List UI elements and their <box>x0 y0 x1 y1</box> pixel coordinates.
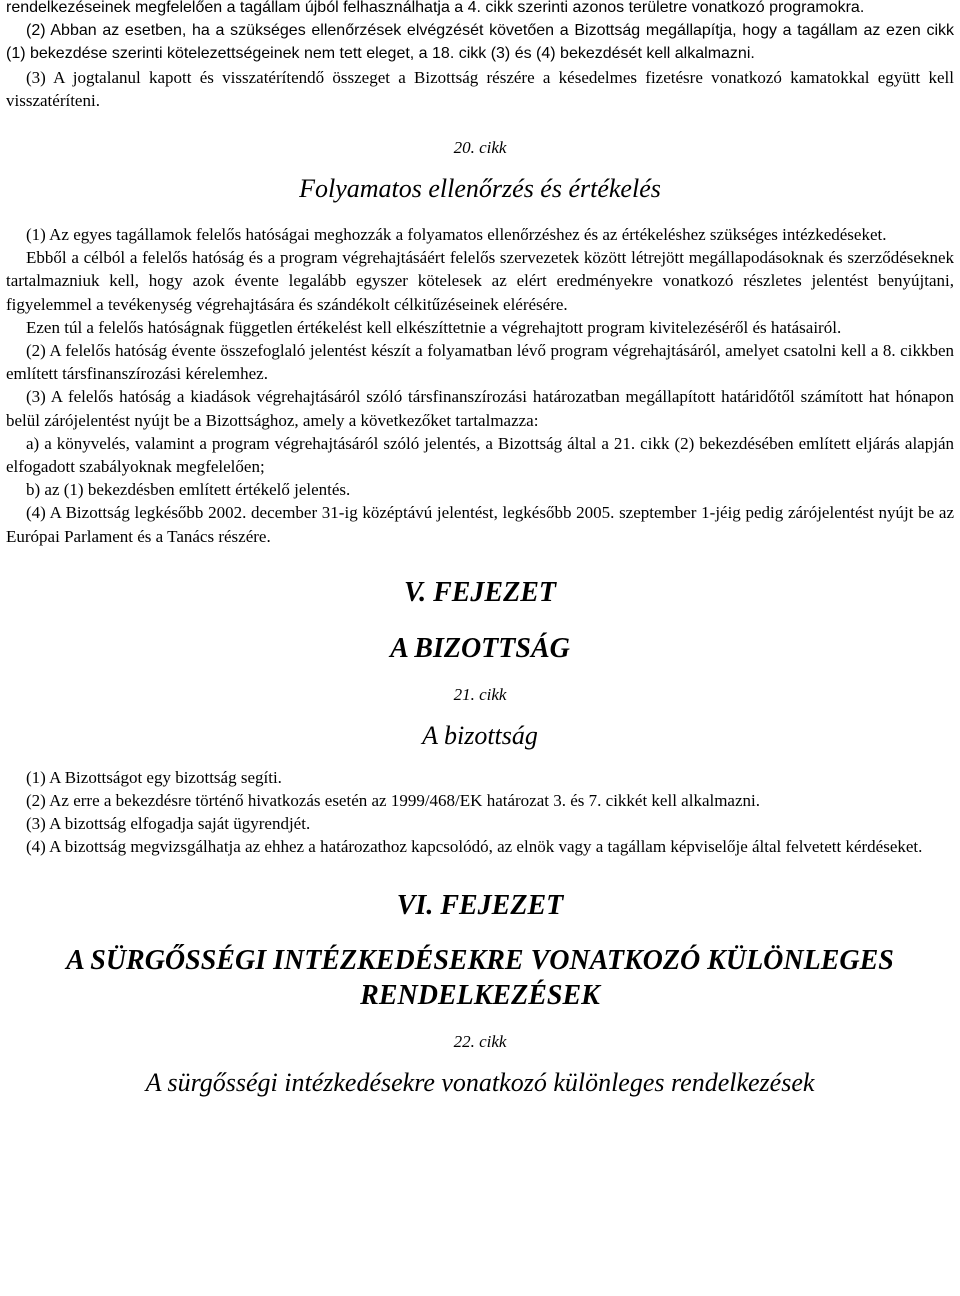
article-number: 21. cikk <box>453 684 507 704</box>
paragraph: (2) A felelős hatóság évente összefoglaló jelentést készít a folyamatban lévő program végrehajtásáról, amelyet csatolni kell a 8. cikkben említett társfinanszírozási kérelemhez. <box>6 341 954 384</box>
chapter-title: A BIZOTTSÁG <box>390 632 570 664</box>
paragraph: (1) Az egyes tagállamok felelős hatóságai meghozzák a folyamatos ellenőrzéshez és az értékeléshez szükséges intézkedéseket. <box>26 225 887 245</box>
document-page <box>6 0 954 1099</box>
paragraph: Ezen túl a felelős hatóságnak független értékelést kell elkészíttetnie a végrehajtott program kivitelezéséről és hatásairól. <box>26 317 842 337</box>
paragraph: (4) A Bizottság legkésőbb 2002. december 31-ig középtávú jelentést, legkésőbb 2005. szeptember 1-jéig pedig zárójelentést nyújt be az Európai Parlament és a Tanács részére. <box>6 503 954 546</box>
paragraph: (3) A jogtalanul kapott és visszatérítendő összeget a Bizottság részére a késedelmes fizetésre vonatkozó kamatokkal együtt kell visszatéríteni. <box>6 67 954 110</box>
paragraph: (2) Az erre a bekezdésre történő hivatkozás esetén az 1999/468/EK határozat 3. és 7. cikkét kell alkalmazni. <box>26 791 760 811</box>
chapter-title: A SÜRGŐSSÉGI INTÉZKEDÉSEKRE VONATKOZÓ KÜLÖNLEGES <box>66 944 894 976</box>
paragraph: (3) A bizottság elfogadja saját ügyrendjét. <box>26 814 311 834</box>
paragraph: Ebből a célból a felelős hatóság és a program végrehajtásáért felelős szervezetek között létrejött megállapodásoknak és szerződéseknek tartalmazniuk kell, hogy azok évente legalább egyszer kötelesek az elért eredményekre vonatkozó részletes jelentést benyújtani, figyelemmel a tevékenység végrehajtására és szándékolt célkitűzéseinek elérésére. <box>6 248 954 314</box>
paragraph: (3) A felelős hatóság a kiadások végrehajtásáról szóló társfinanszírozási határozatban megállapított határidőtől számított hat hónapon belül zárójelentést nyújt be a Bizottsághoz, amely a következőket tartalmazza: <box>6 387 954 430</box>
paragraph-continuation: rendelkezéseinek megfelelően a tagállam újból felhasználhatja a 4. cikk szerinti azonos területre vonatkozó programokra. <box>6 0 865 16</box>
chapter-label: V. FEJEZET <box>404 576 556 608</box>
article-title: A sürgősségi intézkedésekre vonatkozó különleges rendelkezések <box>145 1067 815 1097</box>
article-number: 22. cikk <box>453 1031 507 1051</box>
chapter-title-line2: RENDELKEZÉSEK <box>360 979 600 1011</box>
list-item: a) a könyvelés, valamint a program végrehajtásáról szóló jelentés, a Bizottság által a 21. cikk (2) bekezdésében említett eljárás alapján elfogadott szabályoknak megfelelően; <box>6 433 954 477</box>
article-number: 20. cikk <box>453 138 507 158</box>
paragraph: (1) A Bizottságot egy bizottság segíti. <box>26 767 282 787</box>
paragraph: (4) A bizottság megvizsgálhatja az ehhez a határozathoz kapcsolódó, az elnök vagy a tagállam képviselője által felvetett kérdéseket. <box>26 837 923 857</box>
paragraph: (2) Abban az esetben, ha a szükséges ellenőrzések elvégzését követően a Bizottság megállapítja, hogy a tagállam az ezen cikk (1) bekezdése szerinti kötelezettségeinek nem tett eleget, a 18. cikk (3) és (4) bekezdését kell alkalmazni. <box>6 22 954 63</box>
article-title: Folyamatos ellenőrzés és értékelés <box>299 174 661 204</box>
chapter-label: VI. FEJEZET <box>396 889 564 921</box>
article-title: A bizottság <box>422 720 538 750</box>
list-item: b) az (1) bekezdésben említett értékelő jelentés. <box>26 480 351 500</box>
